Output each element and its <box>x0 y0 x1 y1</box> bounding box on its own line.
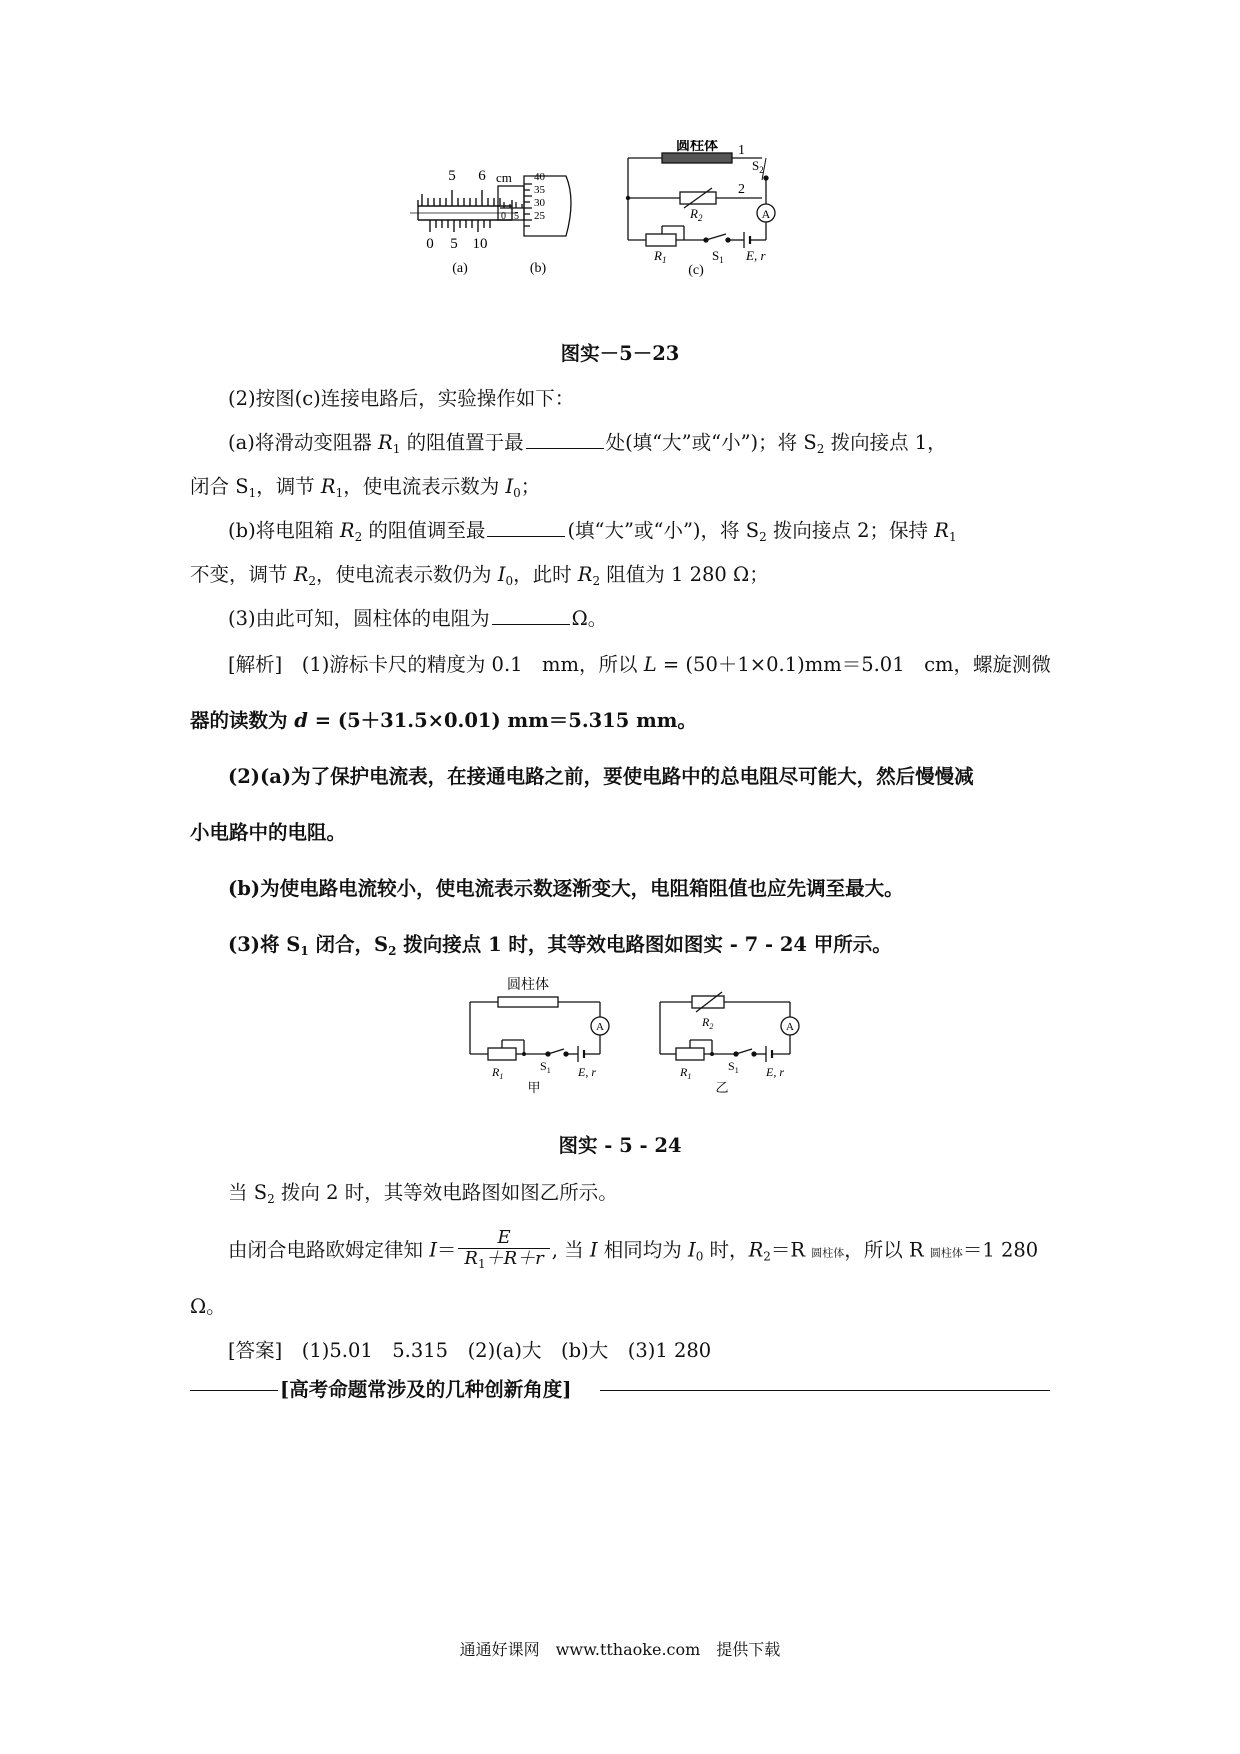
junction-dot <box>522 1052 526 1056</box>
jia-label: 甲 <box>527 1080 541 1095</box>
r1-label: $R_1$ <box>654 248 667 265</box>
analysis-line1: [解析] (1)游标卡尺的精度为 0.1 mm，所以 L = (50＋1×0.1)mm＝5.01 cm，螺旋测微 <box>228 653 1052 676</box>
q2-b-line1: (b)将电阻箱 $R_2$ 的阻值调至最 (填“大”或“小”)，将 $S_2$ 拨向接点 2；保持 $R_1$ <box>228 519 957 544</box>
q2-intro: (2)按图(c)连接电路后，实验操作如下： <box>228 387 575 410</box>
yi-r2-label: $R_2$ <box>702 1015 714 1031</box>
caption-5-24: 图实 - 5 - 24 <box>558 1134 682 1157</box>
answer-blank-a[interactable] <box>526 430 604 449</box>
answer-blank-c[interactable] <box>492 606 570 625</box>
section-heading: [高考命题常涉及的几种创新角度] <box>280 1378 572 1401</box>
analysis-line3: (2)(a)为了保护电流表，在接通电路之前，要使电路中的总电阻尽可能大，然后慢慢减 <box>228 765 974 788</box>
figure-5-24 <box>460 972 840 1097</box>
jia-emf-label: E, r <box>578 1065 596 1079</box>
emf-label: E, r <box>746 248 766 263</box>
figure-5-23 <box>400 140 860 310</box>
yi-s1-label: $S_1$ <box>728 1059 739 1075</box>
vernier-label-10: 10 <box>472 236 488 252</box>
figure-a-label: (a) <box>452 261 468 276</box>
r2-label: $R_2$ <box>690 206 703 223</box>
junction-dot <box>626 196 630 200</box>
sleeve-0: 0 <box>501 211 506 222</box>
tail-line3: Ω。 <box>190 1295 226 1318</box>
ohm-law-fraction: $\frac{E}{R_1+R+r}$ <box>458 1228 549 1274</box>
analysis-line6: (3)将 $S_1$ 闭合，$S_2$ 拨向接点 1 时，其等效电路图如图实 - 7 - 24 甲所示。 <box>228 933 892 958</box>
q2-a-line1: (a)将滑动变阻器 $R_1$ 的阻值置于最 处(填“大”或“小”)；将 $S_2$ 拨向接点 1， <box>228 431 947 456</box>
sleeve-5: 5 <box>514 211 519 222</box>
analysis-line5: (b)为使电路电流较小，使电流表示数逐渐变大，电阻箱阻值也应先调至最大。 <box>228 877 904 900</box>
junction-dot <box>710 1052 714 1056</box>
jia-s1-label: $S_1$ <box>540 1059 551 1075</box>
answer-blank-b[interactable] <box>487 518 565 537</box>
cylinder-label: 圆柱体 <box>676 140 718 154</box>
caliper-label-6: 6 <box>478 168 486 184</box>
circuit-jia-diagram <box>470 997 609 1062</box>
analysis-line2: 器的读数为 d = (5＋31.5×0.01) mm＝5.315 mm。 <box>190 709 697 732</box>
switch-s2-label: $S_2$ <box>752 158 764 175</box>
tail-line1: 当 $S_2$ 拨向 2 时，其等效电路图如图乙所示。 <box>228 1181 618 1206</box>
vernier-label-0: 0 <box>426 236 434 252</box>
q2-b-line2: 不变，调节 $R_2$，使电流表示数仍为 $I_0$，此时 $R_2$ 阻值为 1 280 Ω； <box>190 563 769 588</box>
jia-r1-label: $R_1$ <box>492 1065 504 1081</box>
analysis-line4: 小电路中的电阻。 <box>190 821 347 844</box>
caliper-unit: cm <box>496 170 512 185</box>
jia-ammeter-label: A <box>596 1021 604 1033</box>
point-2-label: 2 <box>738 182 745 197</box>
figure-c-label: (c) <box>688 263 704 278</box>
tail-line2: 由闭合电路欧姆定律知 I＝ $\frac{E}{R_1+R+r}$ , 当 I 相同均为 $I_0$ 时，$R_2=R$ 圆柱体，所以 R 圆柱体＝1 280 <box>228 1228 1038 1279</box>
yi-label: 乙 <box>715 1080 729 1095</box>
caliper-label-5: 5 <box>448 168 456 184</box>
thimble-40: 40 <box>534 171 545 183</box>
page-footer: 通通好课网 www.tthaoke.com 提供下载 <box>459 1640 781 1659</box>
divider-right <box>600 1390 1050 1391</box>
yi-ammeter-label: A <box>786 1021 794 1033</box>
circuit-yi-diagram <box>660 992 799 1062</box>
vernier-label-5: 5 <box>450 236 458 252</box>
caption-5-23: 图实－5－23 <box>560 342 680 365</box>
q2-a-line2: 闭合 $S_1$，调节 $R_1$，使电流表示数为 $I_0$； <box>190 475 541 500</box>
yi-r1-label: $R_1$ <box>680 1065 692 1081</box>
jia-cylinder-label: 圆柱体 <box>507 978 549 993</box>
thimble-35: 35 <box>534 184 545 196</box>
answer-line: [答案] (1)5.01 5.315 (2)(a)大 (b)大 (3)1 280 <box>228 1339 712 1362</box>
point-1-label: 1 <box>738 143 745 158</box>
switch-s1-label: $S_1$ <box>712 248 724 265</box>
yi-emf-label: E, r <box>766 1065 784 1079</box>
thimble-25: 25 <box>534 210 545 222</box>
q3-line: (3)由此可知，圆柱体的电阻为 Ω。 <box>228 607 608 630</box>
thimble-30: 30 <box>534 197 545 209</box>
figure-b-label: (b) <box>529 261 547 276</box>
divider-left <box>190 1390 278 1391</box>
ammeter-a-label: A <box>761 207 771 221</box>
